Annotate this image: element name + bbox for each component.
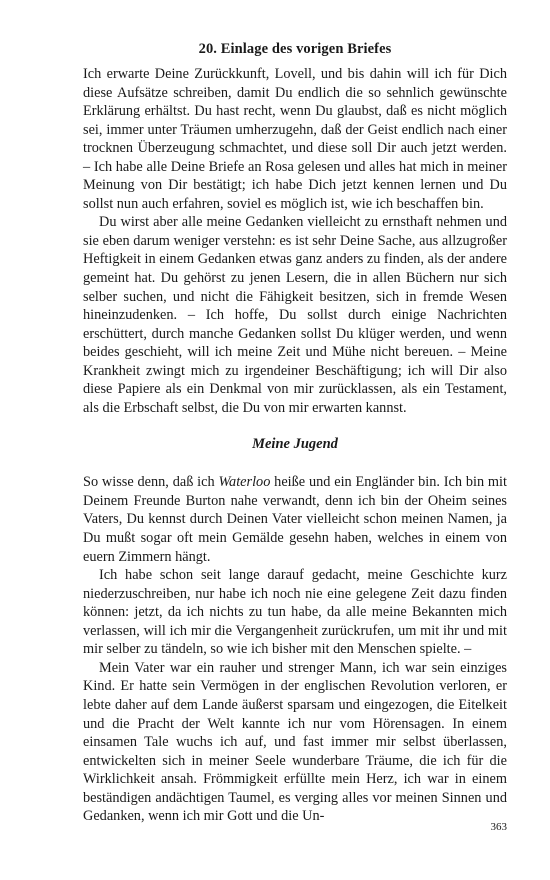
paragraph: Du wirst aber alle meine Gedanken vielleicht zu ernsthaft nehmen und sie eben darum weniger verstehn: es ist sehr Deine Sache, aus allzugroßer Heftigkeit in einem Gedanken etwas ganz anders zu finden, als der andere gemeint hat. Du gehörst zu jenen Lesern, die in allen Büchern nur sich selber suchen, und nicht die Fähigkeit besitzen, sich in fremde Wesen hineinzudenken. – Ich hoffe, Du sollst durch einige Nachrichten erschüttert, durch manche Gedanken sollst Du klüger werden, und wenn beides geschieht, will ich meine Zeit und Mühe nicht bereuen. – Meine Krankheit zwingt mich zu irgendeiner Beschäftigung; ich will Dir also diese Papiere als ein Denkmal von mir zurücklassen, als ein Testament, als die Erbschaft selbst, die Du von mir erwarten kannst. bbox=[83, 214, 507, 416]
paragraph bbox=[83, 473, 507, 566]
section-subheading: Meine Jugend bbox=[252, 436, 338, 453]
chapter-heading: 20. Einlage des vorigen Briefes bbox=[198, 41, 392, 57]
page-number: 363 bbox=[490, 821, 507, 833]
book-page bbox=[83, 40, 507, 826]
paragraph-text: heiße und ein Engländer bin. Ich bin mit Deinem Freunde Burton nahe verwandt, denn ich bin der Oheim seines Vaters, Du kennst durch Deinen Vater vielleicht schon meinen Namen, ja Du mußt sogar oft mein Gemälde gesehn haben, welches in einem von euern Zimmern hängt. bbox=[83, 474, 507, 565]
paragraph: Ich erwarte Deine Zurückkunft, Lovell, und bis dahin will ich für Dich diese Aufsätze schreiben, damit Du endlich die so sehnlich gewünschte Erklärung erhältst. Du hast recht, wenn Du glaubst, daß es nicht möglich sei, immer unter Träumen umherzugehn, daß der Geist endlich nach einer trocknen Überzeugung schmachtet, und diese soll Dir auch jetzt werden. – Ich habe alle Deine Briefe an Rosa gelesen und alles hat mich in meiner Meinung von Dir bestätigt; ich habe Dich jetzt kennen lernen und Du sollst nun auch erfahren, soviel es möglich ist, wie ich beschaffen bin. bbox=[83, 66, 507, 212]
emphasized-name: Waterloo bbox=[218, 474, 271, 491]
paragraph-text: So wisse denn, daß ich bbox=[83, 474, 219, 491]
paragraph: Ich habe schon seit lange darauf gedacht, meine Geschichte kurz niederzuschreiben, nur habe ich noch nie eine gelegene Zeit dazu finden können: jetzt, da ich nichts zu tun habe, da alle meine Bekannten mich verlassen, will ich mir die Vergangenheit zurückrufen, um mit ihr und mit mir selber zu tändeln, so wie ich bisher mit den Menschen spielte. – bbox=[83, 567, 507, 658]
paragraph: Mein Vater war ein rauher und strenger Mann, ich war sein einziges Kind. Er hatte sein Vermögen in der englischen Revolution verloren, er lebte daher auf dem Lande äußerst sparsam und eingezogen, die Eitelkeit und die Pracht der Welt kannte ich nur vom Hörensagen. In einem einsamen Tale wuchs ich auf, und fast immer mir selbst überlassen, entwickelten sich in meiner Seele wunderbare Träume, die ich für die Wirklichkeit ansah. Frömmigkeit erfüllte mein Herz, ich war in einem beständigen andächtigen Taumel, es verging alles vor meinen Sinnen und Gedanken, wenn ich mir Gott und die Un- bbox=[83, 659, 507, 825]
